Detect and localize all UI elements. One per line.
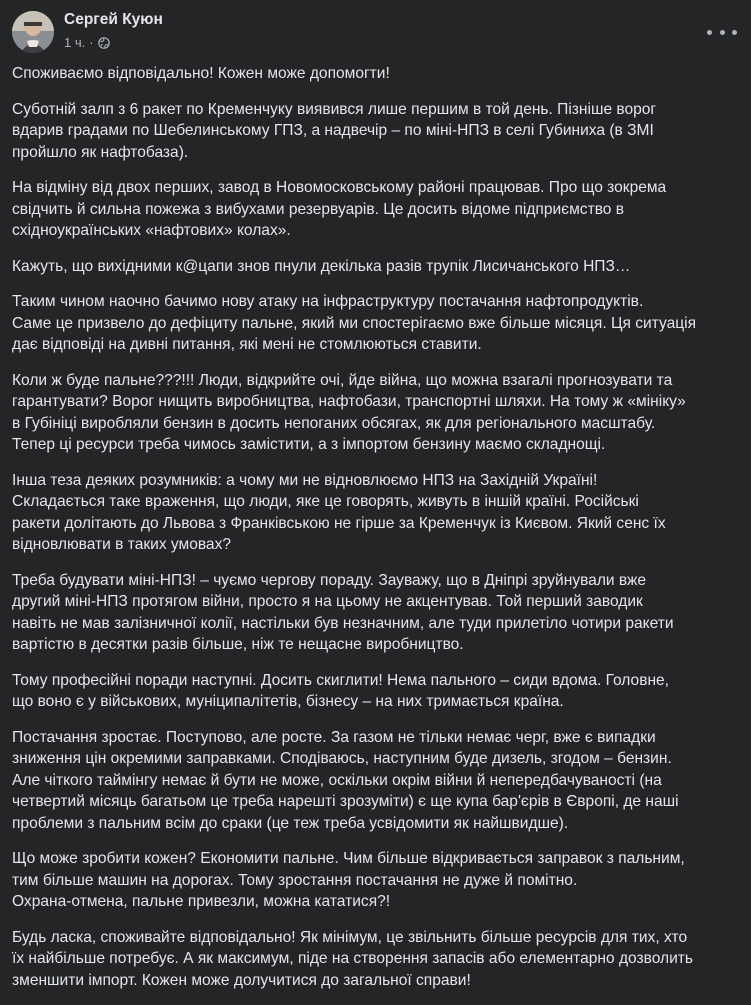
post-paragraph: Будь ласка, споживайте відповідально! Як мінімум, це звільнить більше ресурсів для тих, хто їх найбільше потребує. А як максимум, піде на створення запасів або елементарно дозволить зменшити імпорт. Кожен може долучитися до загальної справи!: [12, 928, 694, 989]
author-name[interactable]: Сергей Куюн: [64, 11, 163, 28]
globe-icon[interactable]: [98, 37, 110, 49]
post-paragraph: На відміну від двох перших, завод в Новомосковському районі працював. Про що зокрема свідчить й сильна пожежа з вибухами резервуарів. Це досить відоме підприємство в східноукраїнських «нафтових» колах».: [12, 179, 667, 239]
post-body: [12, 63, 745, 1005]
more-options-icon[interactable]: [707, 22, 737, 42]
more-dot: [707, 30, 712, 35]
post-paragraph: Таким чином наочно бачимо нову атаку на інфраструктуру постачання нафтопродуктів. Саме це призвело до дефіциту пальне, який ми спостерігаємо вже більше місяця. Ця ситуація дає відповіді на дивні питання, які мені не стомлюються ставити.: [12, 293, 696, 353]
post-paragraph: Кажуть, що вихідними к@цапи знов пнули декілька разів трупік Лисичанського НПЗ…: [12, 257, 631, 275]
post-meta: [64, 35, 110, 50]
more-dot: [732, 30, 737, 35]
post-paragraph: Споживаємо відповідально! Кожен може допомогти!: [12, 65, 390, 82]
post-paragraph: Інша теза деяких розумників: а чому ми не відновлюємо НПЗ на Західній Україні! Складається таке враження, що люди, яке це говорять, живуть в іншій країні. Російські ракети долітають до Львова з Франківською не гірше за Кременчук із Києвом. Який сенс їх відновлювати в таких умовах?: [12, 471, 666, 553]
post-paragraph: Треба будувати міні-НПЗ! – чуємо чергову пораду. Зауважу, що в Дніпрі зруйнували вже другий міні-НПЗ протягом війни, просто я на цьому не акцентував. Той перший заводик навіть не мав залізничної колії, настільки був незначним, але туди прилетіло чотири ракети вартістю в десятки разів більше, ніж те нещасне виробництво.: [12, 571, 674, 653]
post-timestamp[interactable]: 1 ч.: [64, 35, 86, 50]
post-paragraph: Постачання зростає. Поступово, але росте. За газом не тільки немає черг, вже є випадки зниження цін окремими заправками. Сподіваюсь, наступним буде дизель, згодом – бензин. Але чіткого таймінгу немає й бути не може, оскільки окрім війни й непередбачуваності (на четвертий місяць багатьом це треба нарешті зрозуміти) є ще купа бар'єрів в Європі, де наші проблеми з пальним всім до сраки (це теж треба усвідомити як найшвидше).: [12, 728, 679, 832]
post-paragraph: Тому професійні поради наступні. Досить скиглити! Нема пального – сиди вдома. Головне, що воно є у військових, муніципалітетів, бізнесу – на них тримається країна.: [12, 671, 669, 710]
avatar[interactable]: [12, 11, 54, 53]
post-paragraph: Коли ж буде пальне???!!! Люди, відкрийте очі, йде війна, що можна взагалі прогнозувати та гарантувати? Ворог нищить виробництва, нафтобази, транспортні шляхи. На тому ж «мініку» в Губініці виробляли бензин в досить непоганих обсягах, як для регіонального масштабу. Тепер ці ресурси треба чимось замістити, а з імпортом бензину маємо складнощі.: [12, 371, 686, 453]
meta-separator: ·: [89, 35, 94, 50]
post-paragraph: Що може зробити кожен? Економити пальне. Чим більше відкривається заправок з пальним, тим більше машин на дорогах. Тому зростання постачання не дуже й помітно. Охрана-отмена, пальне привезли, можна кататися?!: [12, 850, 685, 910]
more-dot: [720, 30, 725, 35]
post-header: [0, 0, 751, 64]
avatar-image: [12, 11, 54, 53]
post-paragraph: Суботній залп з 6 ракет по Кременчуку виявився лише першим в той день. Пізніше ворог вдарив градами по Шебелинському ГПЗ, а надвечір – по міні-НПЗ в селі Губиниха (в ЗМІ пройшло як нафтобаза).: [12, 100, 657, 161]
